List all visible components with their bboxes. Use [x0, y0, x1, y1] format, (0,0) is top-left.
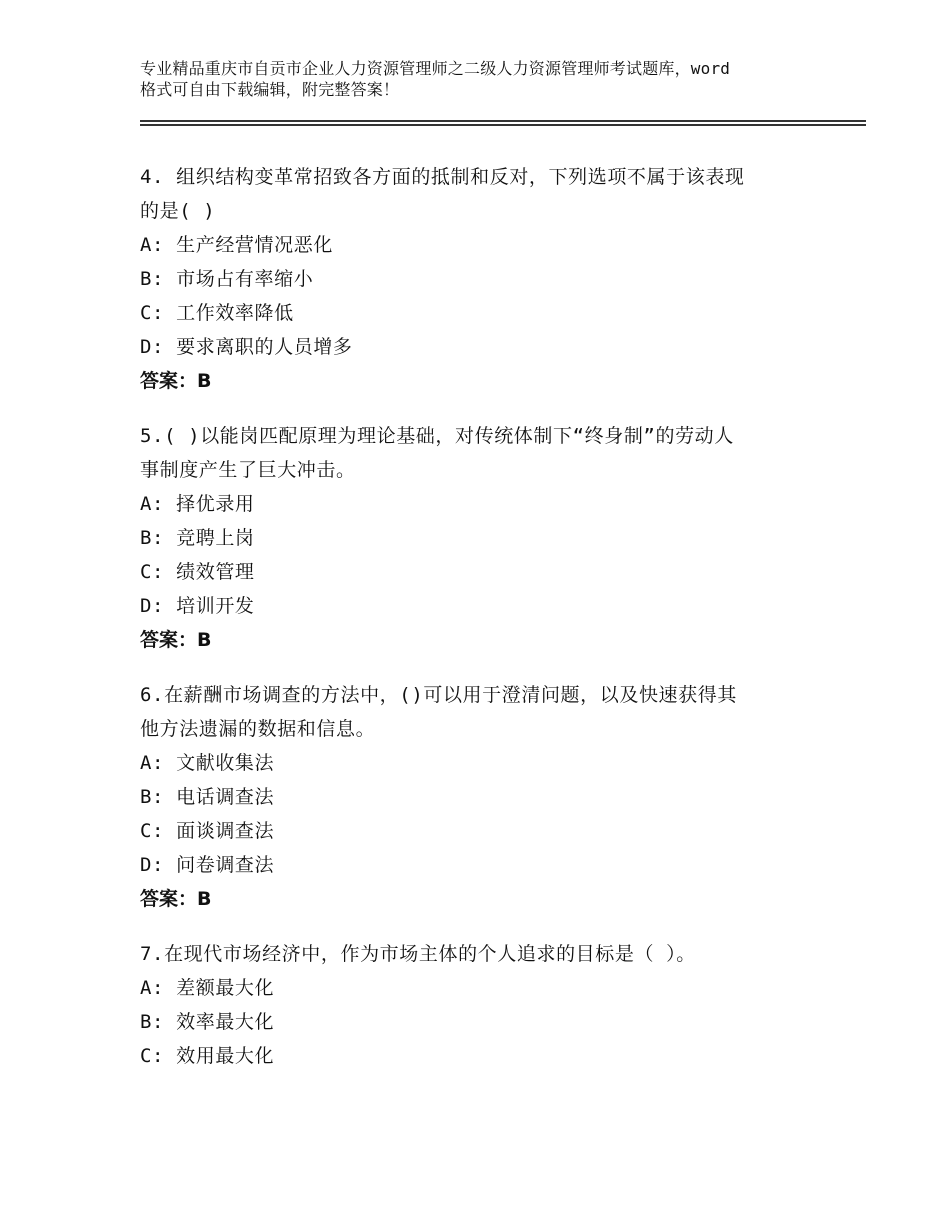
header-divider-top: [140, 120, 866, 122]
option-b: B: 市场占有率缩小: [140, 268, 314, 290]
option-b: B: 竞聘上岗: [140, 527, 255, 549]
option-a: A: 文献收集法: [140, 752, 275, 774]
question-stem-line: 6.在薪酬市场调查的方法中，()可以用于澄清问题，以及快速获得其: [140, 684, 737, 706]
option-a: A: 差额最大化: [140, 977, 275, 999]
answer-label: 答案：B: [140, 370, 212, 392]
option-c: C: 绩效管理: [140, 561, 255, 583]
option-c: C: 面谈调查法: [140, 820, 275, 842]
answer-label: 答案：B: [140, 629, 212, 651]
option-d: D: 培训开发: [140, 595, 255, 617]
option-d: D: 问卷调查法: [140, 854, 275, 876]
option-a: A: 择优录用: [140, 493, 255, 515]
header-title-line-2: 格式可自由下载编辑，附完整答案！: [140, 80, 400, 99]
question-7: [140, 937, 840, 1073]
option-b: B: 电话调查法: [140, 786, 275, 808]
question-stem: [140, 160, 840, 228]
question-stem-line: 他方法遗漏的数据和信息。: [140, 718, 376, 740]
question-6: [140, 678, 840, 916]
option-c: C: 工作效率降低: [140, 302, 294, 324]
question-stem: [140, 419, 840, 487]
option-d: D: 要求离职的人员增多: [140, 336, 353, 358]
question-4: [140, 160, 840, 398]
question-5: [140, 419, 840, 657]
question-stem: [140, 678, 840, 746]
question-stem-line: 7.在现代市场经济中，作为市场主体的个人追求的目标是（ ）。: [140, 943, 696, 965]
option-a: A: 生产经营情况恶化: [140, 234, 333, 256]
question-stem-line: 4. 组织结构变革常招致各方面的抵制和反对，下列选项不属于该表现: [140, 166, 745, 188]
header-title-line-1: 专业精品重庆市自贡市企业人力资源管理师之二级人力资源管理师考试题库，word: [140, 59, 731, 78]
question-list: [140, 160, 840, 1094]
answer-label: 答案：B: [140, 888, 212, 910]
question-stem: [140, 937, 840, 971]
option-b: B: 效率最大化: [140, 1011, 275, 1033]
question-stem-line: 的是( ): [140, 200, 216, 222]
question-stem-line: 5.( )以能岗匹配原理为理论基础，对传统体制下“终身制”的劳动人: [140, 425, 734, 447]
question-stem-line: 事制度产生了巨大冲击。: [140, 459, 356, 481]
option-c: C: 效用最大化: [140, 1045, 275, 1067]
document-header: [140, 58, 840, 100]
header-divider-bottom: [140, 124, 866, 126]
